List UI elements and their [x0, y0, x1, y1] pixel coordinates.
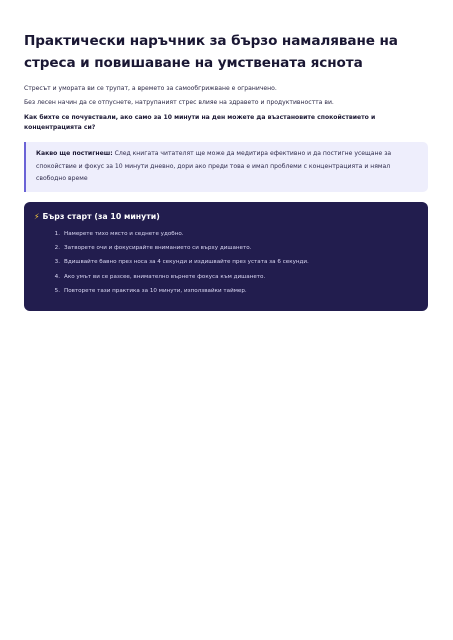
- quick-start-title: [34, 211, 418, 223]
- step-number: 3.: [54, 259, 60, 266]
- step-text: Затворете очи и фокусирайте вниманието си върху дишането.: [64, 244, 252, 251]
- document-page: [24, 30, 428, 311]
- step-text: Повторете тази практика за 10 минути, използвайки таймер.: [64, 288, 247, 295]
- step-text: Намерете тихо място и седнете удобно.: [64, 230, 184, 237]
- goal-callout-lead: Какво ще постигнеш:: [36, 150, 113, 157]
- quick-start-panel: [24, 202, 428, 311]
- step-text: Вдишвайте бавно през носа за 4 секунди и издишвайте през устата за 6 секунди.: [64, 259, 309, 266]
- lightning-icon: ⚡: [34, 211, 40, 221]
- step-number: 5.: [54, 288, 60, 295]
- quick-start-steps: [34, 227, 418, 299]
- step-item: [34, 241, 418, 255]
- intro-paragraph-2: Без лесен начин да се отпуснете, натрупаният стрес влияе на здравето и продуктивността ви.: [24, 99, 334, 106]
- page-title: Практически наръчник за бързо намаляване на стреса и повишаване на умствената яснота: [24, 33, 398, 71]
- step-number: 1.: [54, 230, 60, 237]
- quick-start-title-text: Бърз старт (за 10 минути): [42, 211, 160, 221]
- step-text: Ако умът ви се разсее, внимателно върнете фокуса към дишането.: [64, 273, 266, 280]
- step-item: [34, 227, 418, 241]
- intro-paragraph-1: Стресът и умората ви се трупат, а времето за самообгрижване е ограничено.: [24, 85, 277, 92]
- goal-callout: [24, 142, 428, 192]
- step-item: [34, 270, 418, 284]
- intro-question: Как бихте се почувствали, ако само за 10 минути на ден можете да възстановите спокойствието и концентрацията си?: [24, 114, 376, 131]
- step-item: [34, 255, 418, 269]
- goal-callout-text: След книгата читателят ще може да медитира ефективно и да постигне усещане за спокойствие и фокус за 10 минути дневно, дори ако преди това е имал проблеми с концентрацията и нямал свободно време: [36, 150, 392, 182]
- step-number: 4.: [54, 273, 60, 280]
- step-number: 2.: [54, 244, 60, 251]
- step-item: [34, 284, 418, 298]
